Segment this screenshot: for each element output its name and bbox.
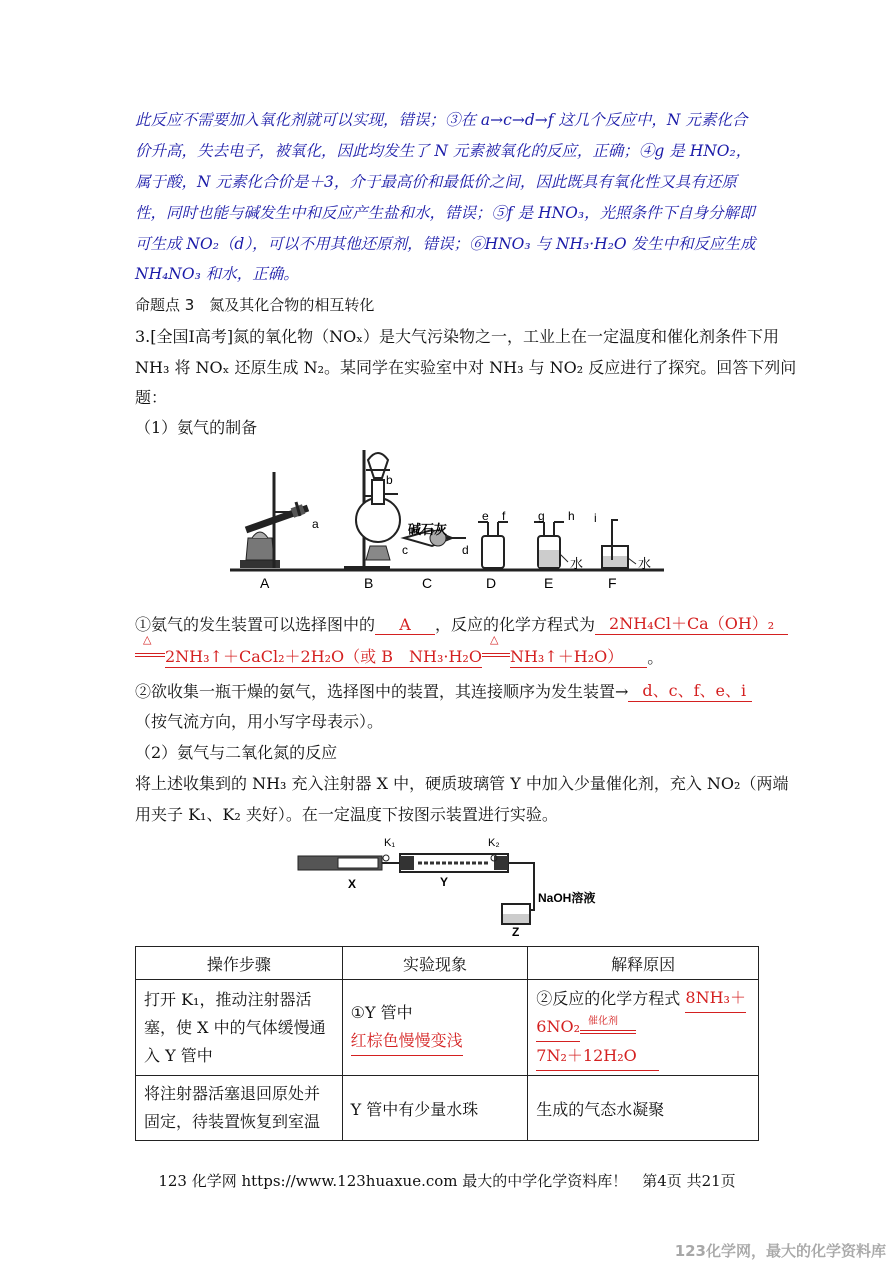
heat-equals-2 xyxy=(482,633,510,663)
label-X: X xyxy=(348,877,357,891)
label-c: c xyxy=(402,543,408,557)
apparatus-figure-2 xyxy=(294,832,614,936)
q1-equation-part1: 2NH₄Cl＋Ca（OH）₂ xyxy=(595,611,788,635)
label-soda-lime: 碱石灰 xyxy=(408,522,448,537)
label-h: h xyxy=(568,509,575,523)
watermark: 123化学网，最大的化学资料库 xyxy=(674,1242,886,1260)
row2-reason: 生成的气态水凝聚 xyxy=(528,1076,759,1141)
row2-step: 将注射器活塞退回原处并固定，待装置恢复到室温 xyxy=(136,1076,343,1141)
answer-line-5: 可生成 NO₂（d），可以不用其他还原剂，错误；⑥HNO₃ 与 NH₃·H₂O 发生中和反应生成 xyxy=(135,235,756,253)
label-water-f: 水 xyxy=(638,556,652,571)
label-b: b xyxy=(386,473,393,487)
question-line-3: 题： xyxy=(135,388,168,407)
q1-middle: ，反应的化学方程式为 xyxy=(435,615,596,634)
part2-line-2: 用夹子 K₁、K₂ 夹好）。在一定温度下按图示装置进行实验。 xyxy=(135,805,558,824)
label-Z: Z xyxy=(512,925,520,936)
row1-phen-answer: 红棕色慢慢变浅 xyxy=(351,1027,463,1056)
label-B: B xyxy=(364,575,374,591)
part2-line-1: 将上述收集到的 NH₃ 充入注射器 X 中，硬质玻璃管 Y 中加入少量催化剂，充入 NO₂（两端 xyxy=(135,774,789,793)
table-header-row xyxy=(136,947,759,980)
header-reason: 解释原因 xyxy=(528,947,759,980)
q1-answer-device: A xyxy=(375,615,435,635)
part1-title: （1）氨气的制备 xyxy=(135,418,258,437)
catalyst-label: 催化剂 xyxy=(588,1016,619,1027)
row2-phenomenon: Y 管中有少量水珠 xyxy=(342,1076,528,1141)
answer-line-3: 属于酸，N 元素化合价是＋3，介于最高价和最低价之间，因此既具有氧化性又具有还原 xyxy=(135,173,737,191)
header-step: 操作步骤 xyxy=(136,947,343,980)
label-C: C xyxy=(422,575,433,591)
row1-reason xyxy=(528,980,759,1076)
experiment-table xyxy=(135,946,759,1141)
q2-prefix: ②欲收集一瓶干燥的氨气，选择图中的装置，其连接顺序为发生装置→ xyxy=(135,682,629,701)
q2-line xyxy=(135,678,752,702)
equals-bar-1 xyxy=(135,653,165,657)
header-phenomenon: 实验现象 xyxy=(342,947,528,980)
heat-equals-1 xyxy=(135,633,165,663)
row1-step: 打开 K₁，推动注射器活塞，使 X 中的气体缓慢通入 Y 管中 xyxy=(136,980,343,1076)
label-F: F xyxy=(608,575,617,591)
q1-equation-part3: NH₃↑＋H₂O） xyxy=(510,644,647,668)
q1-line xyxy=(135,611,788,635)
label-K2: K₂ xyxy=(488,837,500,849)
q1-prefix: ①氨气的发生装置可以选择图中的 xyxy=(135,615,376,634)
answer-line-2: 价升高，失去电子，被氧化，因此均发生了 N 元素被氧化的反应，正确；④g 是 HNO₂， xyxy=(135,142,752,160)
q2-note: （按气流方向，用小写字母表示）。 xyxy=(135,712,384,731)
table-row xyxy=(136,980,759,1076)
label-naoh: NaOH溶液 xyxy=(538,891,596,905)
table-row xyxy=(136,1076,759,1141)
row1-phenomenon xyxy=(342,980,528,1076)
part2-title: （2）氨气与二氧化氮的反应 xyxy=(135,743,338,762)
answer-line-6: NH₄NO₃ 和水，正确。 xyxy=(135,265,299,283)
answer-line-1: 此反应不需要加入氧化剂就可以实现，错误；③在 a→c→d→f 这几个反应中，N 元素化合 xyxy=(135,111,748,129)
catalyst-bar xyxy=(580,1030,636,1034)
question-line-2: NH₃ 将 NOₓ 还原生成 N₂。某同学在实验室中对 NH₃ 与 NO₂ 反应进行了探究。回答下列问 xyxy=(135,358,797,377)
label-D: D xyxy=(486,575,497,591)
label-e: e xyxy=(482,509,489,523)
row1-phen-prefix: ①Y 管中 xyxy=(350,1003,413,1022)
label-f: f xyxy=(502,509,506,523)
label-K1: K₁ xyxy=(384,837,396,849)
row1-reason-eq2b: 7N₂＋12H₂O xyxy=(536,1042,658,1071)
label-Y: Y xyxy=(440,875,449,889)
label-water-e: 水 xyxy=(570,556,584,571)
q1-equation-line xyxy=(135,633,664,668)
label-d: d xyxy=(462,543,469,557)
question-line-1: 3.[全国Ⅰ高考]氮的氧化物（NOₓ）是大气污染物之一，工业上在一定温度和催化剂条件下用 xyxy=(135,327,779,346)
q2-answer: d、c、f、e、i xyxy=(628,678,752,702)
answer-line-4: 性，同时也能与碱发生中和反应产生盐和水，错误；⑤f 是 HNO₃，光照条件下自身分解即 xyxy=(135,204,755,222)
row1-reason-eq2a: 6NO₂ xyxy=(536,1013,580,1042)
q1-equation-part2: 2NH₃↑＋CaCl₂＋2H₂O（或 B NH₃·H₂O xyxy=(165,644,482,668)
label-E: E xyxy=(544,575,554,591)
heat-symbol-2: △ xyxy=(489,633,499,646)
label-g: g xyxy=(538,509,545,523)
apparatus-figure-1 xyxy=(226,442,666,594)
label-i: i xyxy=(594,511,597,525)
catalyst-equals xyxy=(580,1016,636,1042)
heat-symbol-1: △ xyxy=(143,633,152,646)
label-A: A xyxy=(260,575,270,591)
page-footer: 123 化学网 https://www.123huaxue.com 最大的中学化学资料库！ 第4页 共21页 xyxy=(158,1172,736,1190)
label-a: a xyxy=(312,517,319,531)
q1-period: 。 xyxy=(647,648,664,667)
equals-bar-2 xyxy=(482,653,510,657)
row1-reason-prefix: ②反应的化学方程式 xyxy=(536,989,681,1008)
row1-reason-eq1: 8NH₃＋ xyxy=(685,984,746,1013)
section-title: 命题点 3 氮及其化合物的相互转化 xyxy=(135,296,375,314)
